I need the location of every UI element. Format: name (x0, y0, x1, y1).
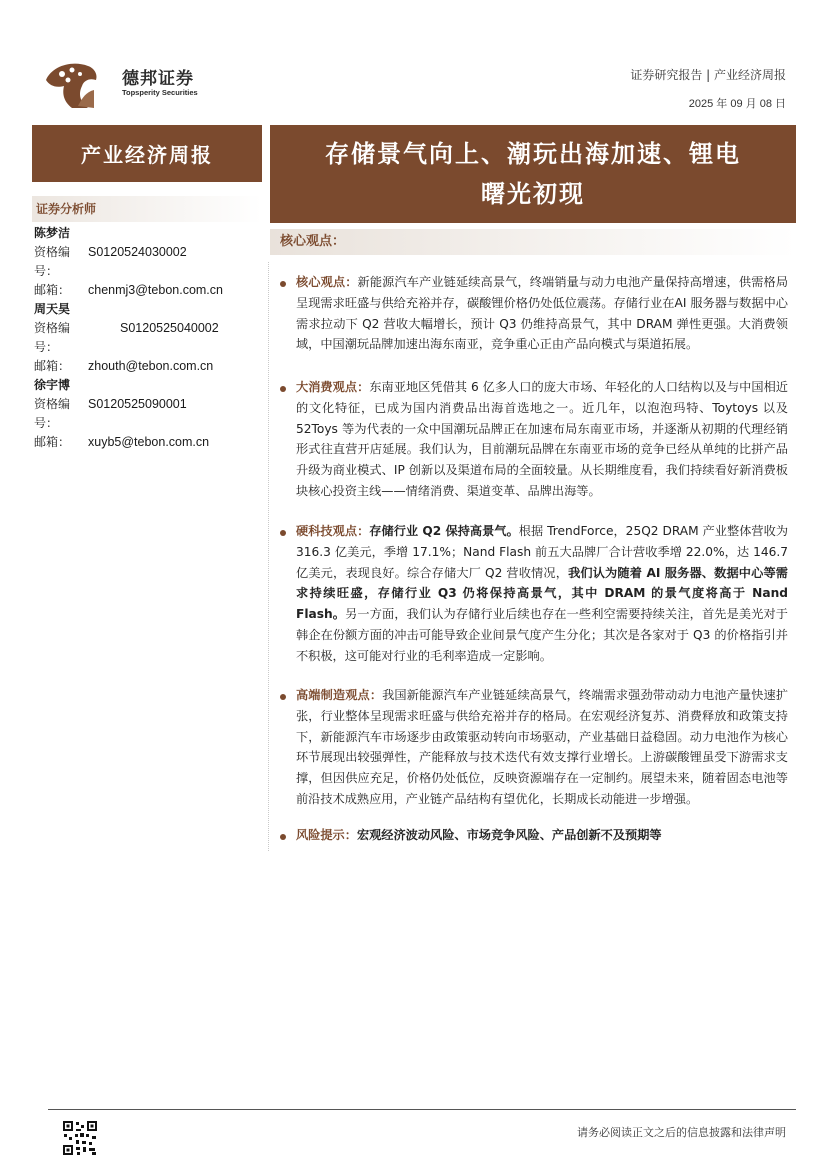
analysts-heading: 证券分析师 (32, 196, 262, 222)
legal-disclaimer: 请务必阅读正文之后的信息披露和法律声明 (577, 1126, 786, 1139)
email-label: 邮箱： (34, 359, 71, 373)
section-core-view (296, 272, 788, 355)
email-label: 邮箱： (34, 435, 71, 449)
bullet-icon (280, 386, 286, 392)
section-manufacturing-view (296, 685, 788, 810)
section-text: 我国新能源汽车产业链延续高景气，终端需求强劲带动动力电池产量快速扩张，行业整体呈现需求旺盛与供给充裕并存的格局。在宏观经济复苏、消费释放和政策支持下，新能源汽车市场逐步由政策驱动转向市场驱动，产业基础日益稳固。动力电池作为核心环节展现出较强弹性，产能释放与技术迭代有效支撑行业增长。上游碳酸锂虽受下游需求支撑，但因供应充足，价格仍处低位，反映资源端存在一定制约。展望未来，随着固态电池等前沿技术成熟应用，产业链产品结构有望优化，长期成长动能进一步增强。 (296, 688, 789, 806)
title-line-2: 曙光初现 (481, 180, 585, 208)
report-title (270, 125, 796, 223)
section-bold-1: 存储行业 Q2 保持高景气。 (369, 524, 519, 538)
report-type: 证券研究报告 | 产业经济周报 (630, 68, 786, 82)
logo-text-cn: 德邦证券 (122, 69, 194, 89)
analyst-name: 周天昊 (34, 302, 71, 316)
analyst-entry (34, 224, 262, 300)
section-key: 硬科技观点： (296, 524, 370, 538)
section-key: 大消费观点： (296, 380, 370, 394)
bullet-icon (280, 530, 286, 536)
logo-mark-icon (42, 58, 100, 112)
section-text-2: 另一方面，我们认为存储行业后续也存在一些利空需要持续关注，首先是美光对于韩企在份额方面的冲击可能导致企业间景气度产生分化；其次是各家对于 Q3 的价格指引并不积极，这可能对行业的毛利率造成一定影响。 (296, 607, 788, 663)
logo-text-en: Topsperity Securities (122, 88, 198, 97)
section-consumer-view (296, 377, 788, 502)
section-key: 核心观点： (296, 275, 358, 289)
cert-number: S0120524030002 (88, 245, 187, 259)
section-text: 新能源汽车产业链延续高景气，终端销量与动力电池产量保持高增速，供需格局呈现需求旺盛与供给充裕并存，碳酸锂价格仍处低位震荡。存储行业在AI 服务器与数据中心需求拉动下 Q2 营收大幅增长，预计 Q3 仍维持高景气，其中 DRAM 弹性更强。大消费领域，中国潮玩品牌加速出海东南亚，竞争重心正由产品向模式与渠道拓展。 (296, 275, 789, 352)
footer-divider (48, 1109, 796, 1110)
section-key: 风险提示： (296, 828, 357, 842)
bullet-icon (280, 694, 286, 700)
analyst-email[interactable]: zhouth@tebon.com.cn (88, 359, 214, 373)
cert-label: 资格编号： (34, 397, 71, 430)
analyst-entry (34, 300, 262, 376)
qr-code-icon (62, 1120, 98, 1156)
bullet-icon (280, 834, 286, 840)
analyst-email[interactable]: chenmj3@tebon.com.cn (88, 283, 223, 297)
cert-number: S0120525090001 (88, 397, 187, 411)
section-hardtech-view (296, 521, 788, 667)
cert-label: 资格编号： (34, 321, 71, 354)
cert-number: S0120525040002 (120, 321, 219, 335)
analyst-entry (34, 376, 262, 452)
email-label: 邮箱： (34, 283, 71, 297)
analyst-list (34, 224, 262, 452)
bullet-icon (280, 281, 286, 287)
section-text: 东南亚地区凭借其 6 亿多人口的庞大市场、年轻化的人口结构以及与中国相近的文化特征，已成为国内消费品出海首选地之一。近几年，以泡泡玛特、Toytoys 以及 52Toys 等为代表的一众中国潮玩品牌正在加速布局东南亚市场，并逐渐从初期的代理经销形式往直营开店延展。我们认为，目前潮玩品牌在东南亚市场的竞争已经从单纯的比拼产品升级为商业模式、IP 创新以及渠道布局的全面较量。从长期维度看，我们持续看好新消费板块核心投资主线——情绪消费、渠道变革、品牌出海等。 (296, 380, 788, 498)
cert-label: 资格编号： (34, 245, 71, 278)
section-risk (296, 825, 788, 846)
analyst-email[interactable]: xuyb5@tebon.com.cn (88, 435, 210, 449)
analyst-name: 陈梦洁 (34, 226, 71, 240)
report-category-banner: 产业经济周报 (32, 125, 262, 182)
section-key: 高端制造观点： (296, 688, 383, 702)
section-text: 宏观经济波动风险、市场竞争风险、产品创新不及预期等 (356, 828, 662, 842)
section-text-1: 根据 TrendForce，25Q2 DRAM 产业整体营收为 316.3 亿美元，季增 17.1%；Nand Flash 前五大品牌厂合计营收季增 22.0%，达 146.7 亿美元，表现良好。综合存储大厂 Q2 营收情况， (296, 524, 789, 580)
core-view-heading: 核心观点： (270, 229, 796, 255)
section-bold-2: 我们认为随着 AI 服务器、数据中心等需求持续旺盛，存储行业 Q3 仍将保持高景气，其中 DRAM 的景气度将高于 Nand Flash。 (296, 565, 788, 622)
report-date: 2025 年 09 月 08 日 (688, 98, 786, 110)
analyst-name: 徐宇博 (34, 378, 71, 392)
title-line-1: 存储景气向上、潮玩出海加速、锂电 (325, 140, 741, 168)
